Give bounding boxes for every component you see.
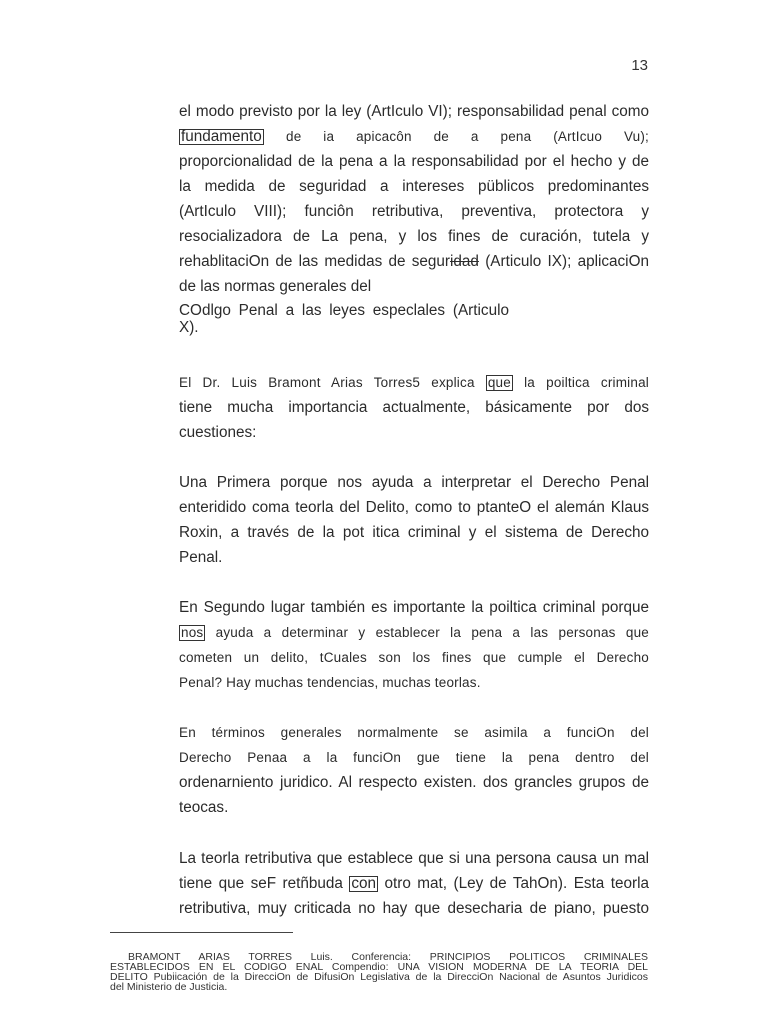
boxed-word: que: [487, 375, 511, 390]
text-line: X).: [179, 319, 199, 336]
paragraph-3: [179, 470, 649, 570]
text-line: [179, 249, 649, 274]
text-line: retributiva, muy criticada no hay que desecharia de piano, puesto: [179, 900, 649, 917]
text-line: [179, 124, 649, 149]
text-fragment: tiene que seF retñbuda: [179, 875, 343, 892]
paragraph-5: [179, 720, 649, 820]
text-line: cuestiones:: [179, 424, 257, 441]
text-line: La teorla retributiva que establece que si una persona causa un mal: [179, 850, 649, 867]
text-line: Penal.: [179, 549, 223, 566]
text-line: Derecho Penaa a la funciOn gue tiene la pena dentro del: [179, 750, 649, 765]
footnote-separator: [110, 932, 293, 933]
text-line: resocializadora de La pena, y los fines de curación, tutela y: [179, 228, 649, 245]
footnote-line: DELITO Pubiicación de la DirecciOn de DifusiOn Legislativa de la DirecciOn Nacional de Asuntos Juridicos: [110, 971, 648, 983]
text-line: Penal? Hay muchas tendencias, muchas teorlas.: [179, 675, 481, 690]
struck-text: idad: [450, 253, 479, 270]
boxed-word: con: [351, 875, 377, 892]
text-line: COdlgo Penal a las leyes especlales (Articulo: [179, 302, 509, 319]
paragraph-4: [179, 595, 649, 695]
text-line: de las normas generales del: [179, 278, 372, 295]
footnote: [110, 952, 648, 992]
text-fragment: de ia apicacôn de a pena (ArtIcuo Vu);: [285, 129, 650, 144]
footnote-line: del Ministerio de Justicia.: [110, 981, 228, 993]
text-line: la medida de seguridad a intereses püblicos predominantes: [179, 178, 649, 195]
text-line: (ArtIculo VIII); funciôn retributiva, preventiva, protectora y: [179, 203, 649, 220]
paragraph-2: [179, 370, 649, 445]
text-fragment: (Articulo IX); aplicaciOn: [485, 253, 649, 270]
text-line: Una Primera porque nos ayuda a interpretar el Derecho Penal: [179, 474, 649, 491]
text-fragment: otro mat, (Ley de TahOn). Esta teorla: [384, 875, 650, 892]
boxed-word: fundamento: [181, 128, 262, 145]
text-line: En términos generales normalmente se asimila a funciOn del: [179, 725, 649, 740]
text-line: cometen un delito, tCuales son los fines que cumple el Derecho: [179, 650, 649, 665]
text-line: Roxin, a través de la pot itica criminal y el sistema de Derecho: [179, 524, 649, 541]
paragraph-6: [179, 846, 649, 921]
text-fragment: ayuda a determinar y establecer la pena a las personas que: [215, 625, 650, 640]
text-line: proporcionalidad de la pena a la responsabilidad por el hecho y de: [179, 153, 649, 170]
paragraph-1-cont: [179, 302, 509, 336]
text-fragment: El Dr. Luis Bramont Arias Torres5 explica: [179, 375, 475, 390]
footnote-line: BRAMONT ARIAS TORRES Luis. Conferencia: PRINCIPIOS POLITICOS CRIMINALES: [128, 951, 648, 963]
text-fragment: rehablitaciOn de las medidas de segur: [179, 253, 451, 270]
text-line: [179, 370, 649, 395]
text-fragment: la poiltica criminal: [524, 375, 649, 390]
boxed-word: nos: [181, 625, 204, 640]
text-line: ordenarniento juridico. Al respecto existen. dos grancles grupos de: [179, 774, 649, 791]
text-line: tiene mucha importancia actualmente, básicamente por dos: [179, 399, 649, 416]
text-line: [179, 871, 649, 896]
text-line: enteridido coma teorla del Delito, como to ptanteO el alemán Klaus: [179, 499, 649, 516]
text-line: teocas.: [179, 799, 229, 816]
page-number: 13: [631, 57, 648, 74]
footnote-line: ESTABLECIDOS EN EL CODIGO ENAL Compendio: UNA VISION MODERNA DE LA TEORIA DEL: [110, 961, 648, 973]
paragraph-1: [179, 99, 649, 299]
text-line: [179, 620, 649, 645]
text-line: En Segundo lugar también es importante la poiltica criminal porque: [179, 599, 649, 616]
text-line: el modo previsto por la ley (ArtIculo VI); responsabilidad penal como: [179, 103, 649, 120]
